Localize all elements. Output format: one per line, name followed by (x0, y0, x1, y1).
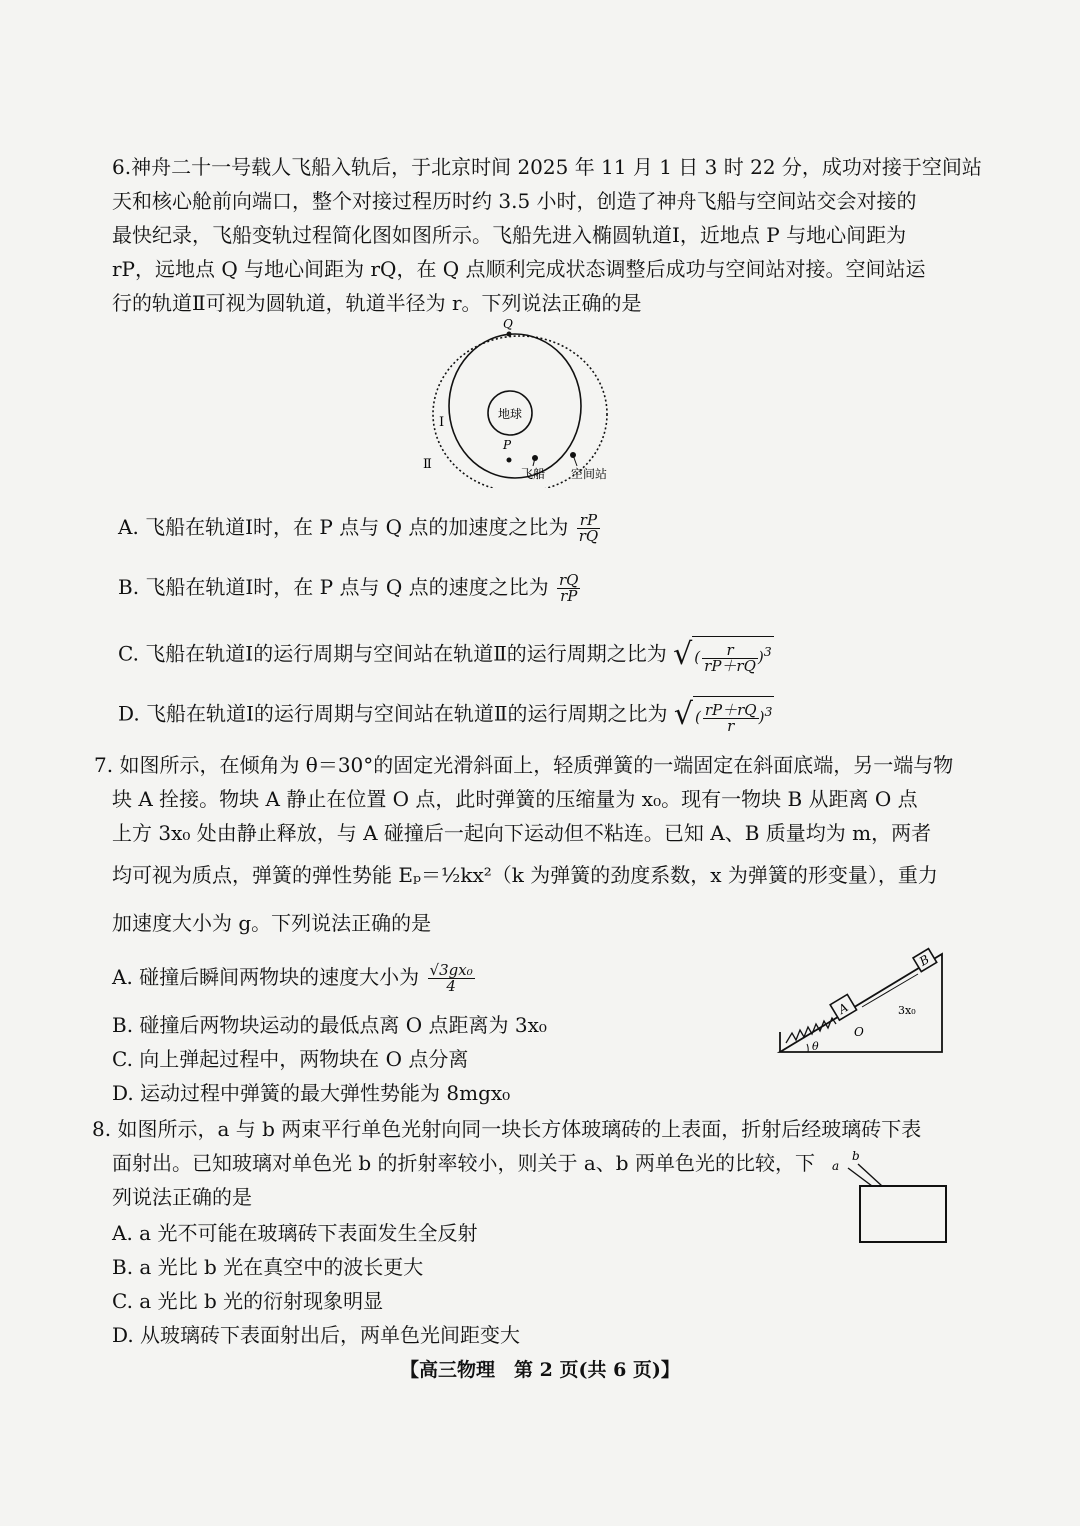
point-q (507, 332, 512, 337)
glass-block-diagram (826, 1148, 951, 1248)
q6-line-1: 6.神舟二十一号载人飞船入轨后，于北京时间 2025 年 11 月 1 日 3 时 22 分，成功对接于空间站 (112, 155, 982, 179)
label-q: Q (503, 318, 513, 331)
frac-num: r (702, 643, 758, 659)
q6-option-d-text: D. 飞船在轨道Ⅰ的运行周期与空间站在轨道Ⅱ的运行周期之比为 (118, 701, 668, 726)
frac-num: rQ (558, 571, 579, 589)
q6-option-a-fraction (577, 513, 600, 544)
orbit-diagram (405, 318, 655, 488)
frac-num: rP＋rQ (704, 700, 757, 719)
q7-option-c: C. 向上弹起过程中，两物块在 O 点分离 (112, 1047, 469, 1071)
label-point-o: O (854, 1025, 864, 1039)
label-distance: 3x₀ (898, 1004, 916, 1017)
label-p: P (503, 438, 512, 452)
frac-num: rP (577, 513, 600, 529)
frac-den: rP＋rQ (704, 656, 756, 675)
incline-diagram (770, 944, 955, 1059)
q6-option-c-text: C. 飞船在轨道Ⅰ的运行周期与空间站在轨道Ⅱ的运行周期之比为 (118, 641, 667, 666)
label-ray-a: a (832, 1159, 840, 1173)
label-block-b: B (916, 952, 932, 969)
q7-option-a-text: A. 碰撞后瞬间两物块的速度大小为 (112, 965, 420, 989)
q7-line-5: 加速度大小为 g。下列说法正确的是 (112, 911, 432, 935)
q6-option-b-text: B. 飞船在轨道Ⅰ时，在 P 点与 Q 点的速度之比为 (118, 575, 549, 599)
q7-option-a-fraction (428, 963, 475, 994)
angle-arc (807, 1044, 808, 1052)
frac-den: r (727, 716, 735, 735)
q6-option-c-sqrt: √ ( $\frac{r}{rP+rQ}$ )$^3$ (673, 636, 772, 675)
frac-den: rP (560, 587, 578, 605)
q6-option-c (118, 636, 774, 674)
glass-block (860, 1186, 946, 1242)
q6-line-5: 行的轨道Ⅱ可视为圆轨道，轨道半径为 r。下列说法正确的是 (112, 291, 642, 315)
q7-line-2: 块 A 拴接。物块 A 静止在位置 O 点，此时弹簧的压缩量为 x₀。现有一物块 B 从距离 O 点 (112, 787, 918, 811)
earth-label: 地球 (497, 407, 523, 421)
page-footer: 【高三物理 第 2 页(共 6 页)】 (400, 1359, 680, 1381)
cube-exponent: 3 (763, 644, 772, 659)
frac-den: rQ (578, 527, 599, 545)
point-p (507, 458, 512, 463)
q6-option-d (118, 696, 774, 734)
label-orbit-2: Ⅱ (423, 457, 432, 472)
frac-num: √3gx₀ (429, 961, 473, 979)
q7-line-1: 7. 如图所示，在倾角为 θ＝30°的固定光滑斜面上，轻质弹簧的一端固定在斜面底端，另一端与物 (94, 753, 954, 777)
q6-option-a (118, 512, 600, 544)
label-ray-b: b (852, 1149, 860, 1163)
distance-line (862, 974, 918, 1007)
block-a (830, 994, 856, 1020)
q7-option-d: D. 运动过程中弹簧的最大弹性势能为 8mgx₀ (112, 1081, 511, 1105)
q6-line-2: 天和核心舱前向端口，整个对接过程历时约 3.5 小时，创造了神舟飞船与空间站交会对接的 (112, 189, 917, 213)
q8-option-d: D. 从玻璃砖下表面射出后，两单色光间距变大 (112, 1323, 521, 1347)
label-block-a: A (835, 1000, 851, 1017)
ray-b (858, 1164, 882, 1186)
q8-option-a: A. a 光不可能在玻璃砖下表面发生全反射 (112, 1221, 478, 1245)
q8-option-c: C. a 光比 b 光的衍射现象明显 (112, 1289, 384, 1313)
ray-a (848, 1168, 872, 1186)
q8-line-1: 8. 如图所示，a 与 b 两束平行单色光射向同一块长方体玻璃砖的上表面，折射后经玻璃砖下表 (92, 1117, 922, 1141)
q7-option-a (112, 962, 475, 994)
q7-option-b: B. 碰撞后两物块运动的最低点离 O 点距离为 3x₀ (112, 1013, 547, 1037)
q7-line-3: 上方 3x₀ 处由静止释放，与 A 碰撞后一起向下运动但不粘连。已知 A、B 质量均为 m，两者 (112, 821, 932, 845)
frac-den: 4 (446, 977, 456, 995)
q7-line-4: 均可视为质点，弹簧的弹性势能 Eₚ＝½kx²（k 为弹簧的劲度系数，x 为弹簧的形变量），重力 (112, 863, 938, 887)
q6-option-a-text: A. 飞船在轨道Ⅰ时，在 P 点与 Q 点的加速度之比为 (118, 515, 569, 539)
label-ship: 飞船 (521, 467, 546, 481)
q6-line-4: rP，远地点 Q 与地心间距为 rQ，在 Q 点顺利完成状态调整后成功与空间站对接。空间站运 (112, 257, 926, 281)
q8-line-3: 列说法正确的是 (112, 1185, 252, 1209)
q6-option-b-fraction (557, 573, 580, 604)
label-theta: θ (812, 1040, 819, 1053)
q8-option-b: B. a 光比 b 光在真空中的波长更大 (112, 1255, 424, 1279)
cube-exponent: 3 (764, 704, 773, 719)
block-b (913, 949, 937, 972)
q6-option-d-sqrt: √ ( $\frac{rP+rQ}{r}$ )$^3$ (673, 696, 773, 735)
label-station: 空间站 (571, 467, 608, 481)
q6-option-b (118, 572, 580, 604)
q8-line-2: 面射出。已知玻璃对单色光 b 的折射率较小，则关于 a、b 两单色光的比较，下 (112, 1151, 815, 1175)
q6-line-3: 最快纪录，飞船变轨过程简化图如图所示。飞船先进入椭圆轨道Ⅰ，近地点 P 与地心间距为 (112, 223, 907, 247)
label-orbit-1: Ⅰ (439, 415, 445, 430)
